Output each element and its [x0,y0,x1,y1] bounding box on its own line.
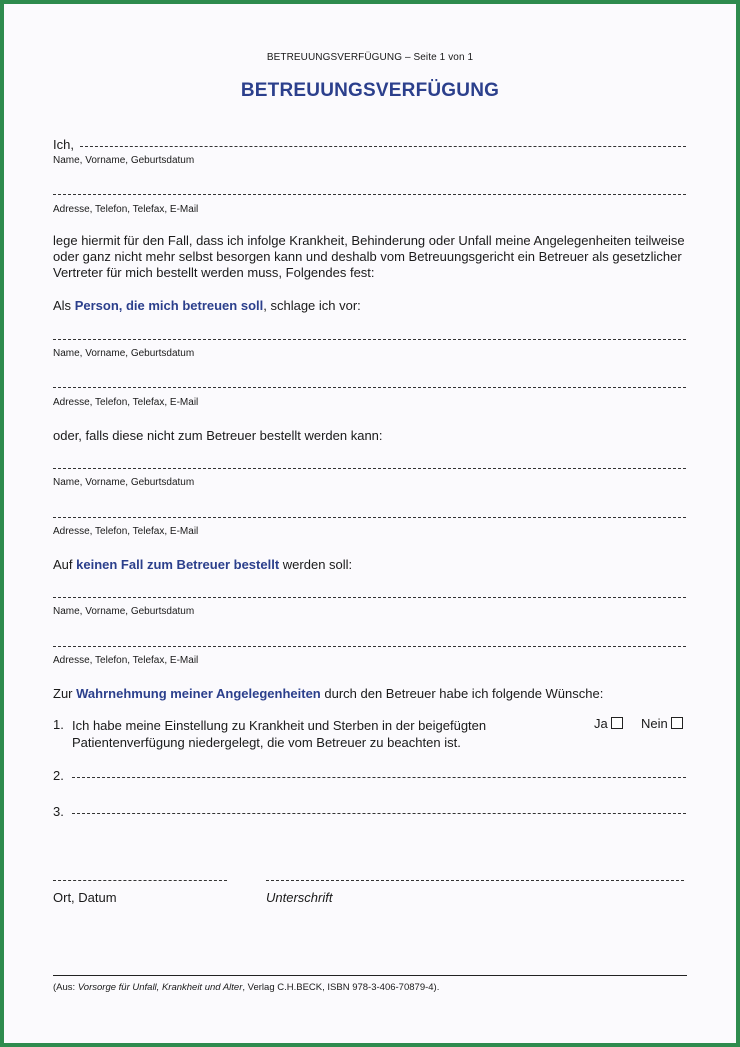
footer-source [53,982,439,993]
ich-label: Ich, [53,137,74,152]
carer-name-line[interactable] [53,339,686,340]
footer-rule [53,975,687,976]
section-exclude [53,557,352,572]
no-option[interactable] [641,716,683,731]
alt-name-line[interactable] [53,468,686,469]
own-name-caption: Name, Vorname, Geburtsdatum [53,155,195,166]
wish-item-1-line-2: Patientenverfügung niedergelegt, die vom Betreuer zu beachten ist. [72,735,461,750]
section-alternative: oder, falls diese nicht zum Betreuer bestellt werden kann: [53,428,383,443]
wish-item-1-text [72,717,486,751]
signature-label: Unterschrift [266,890,333,905]
section-exclude-highlight: keinen Fall zum Betreuer bestellt [76,557,280,572]
own-address-line[interactable] [53,194,686,195]
exclude-address-line[interactable] [53,646,686,647]
intro-paragraph: lege hiermit für den Fall, dass ich infolge Krankheit, Behinderung oder Unfall meine Angelegenheiten teilweise oder ganz nicht mehr selbst besorgen kann und deshalb vom Betreuungsgericht ein Betreuer als gesetzlicher Vertreter für mich bestellt werden muss, Folgendes fest: [53,233,685,280]
section-person [53,298,361,313]
carer-name-caption: Name, Vorname, Geburtsdatum [53,348,195,359]
wish-item-2-number: 2. [53,768,64,783]
no-label: Nein [641,716,668,731]
section-wishes-highlight: Wahrnehmung meiner Angelegenheiten [76,686,321,701]
alt-address-line[interactable] [53,517,686,518]
section-person-highlight: Person, die mich betreuen soll [74,298,264,313]
wish-item-3-line[interactable] [72,813,686,814]
exclude-name-line[interactable] [53,597,686,598]
exclude-address-caption: Adresse, Telefon, Telefax, E-Mail [53,655,199,666]
wish-item-1-line-1: Ich habe meine Einstellung zu Krankheit und Sterben in der beigefügten [72,718,487,733]
section-wishes-prefix: Zur [53,686,73,701]
alt-address-caption: Adresse, Telefon, Telefax, E-Mail [53,526,199,537]
place-date-label: Ort, Datum [53,890,117,905]
footer-prefix: (Aus: [53,982,78,993]
alt-name-caption: Name, Vorname, Geburtsdatum [53,477,195,488]
wish-item-2-line[interactable] [72,777,686,778]
footer-suffix: , Verlag C.H.BECK, ISBN 978-3-406-70879-4). [242,982,440,993]
carer-address-caption: Adresse, Telefon, Telefax, E-Mail [53,397,199,408]
yes-checkbox[interactable] [611,717,623,729]
footer-book-title: Vorsorge für Unfall, Krankheit und Alter [77,982,243,993]
wish-item-3-number: 3. [53,804,64,819]
carer-address-line[interactable] [53,387,686,388]
page-header: BETREUUNGSVERFÜGUNG – Seite 1 von 1 [266,52,474,63]
document-title: BETREUUNGSVERFÜGUNG [240,80,500,101]
place-date-line[interactable] [53,880,227,881]
own-address-caption: Adresse, Telefon, Telefax, E-Mail [53,204,199,215]
section-person-suffix: , schlage ich vor: [263,298,361,313]
section-exclude-prefix: Auf [53,557,73,572]
section-wishes-suffix: durch den Betreuer habe ich folgende Wünsche: [324,686,604,701]
section-wishes [53,686,603,701]
yes-label: Ja [594,716,608,731]
yes-option[interactable] [594,716,623,731]
section-person-prefix: Als [53,298,72,313]
signature-line[interactable] [266,880,684,881]
own-name-line[interactable] [80,146,686,147]
exclude-name-caption: Name, Vorname, Geburtsdatum [53,606,195,617]
no-checkbox[interactable] [671,717,683,729]
wish-item-1-number: 1. [53,717,64,732]
section-exclude-suffix: werden soll: [282,557,353,572]
